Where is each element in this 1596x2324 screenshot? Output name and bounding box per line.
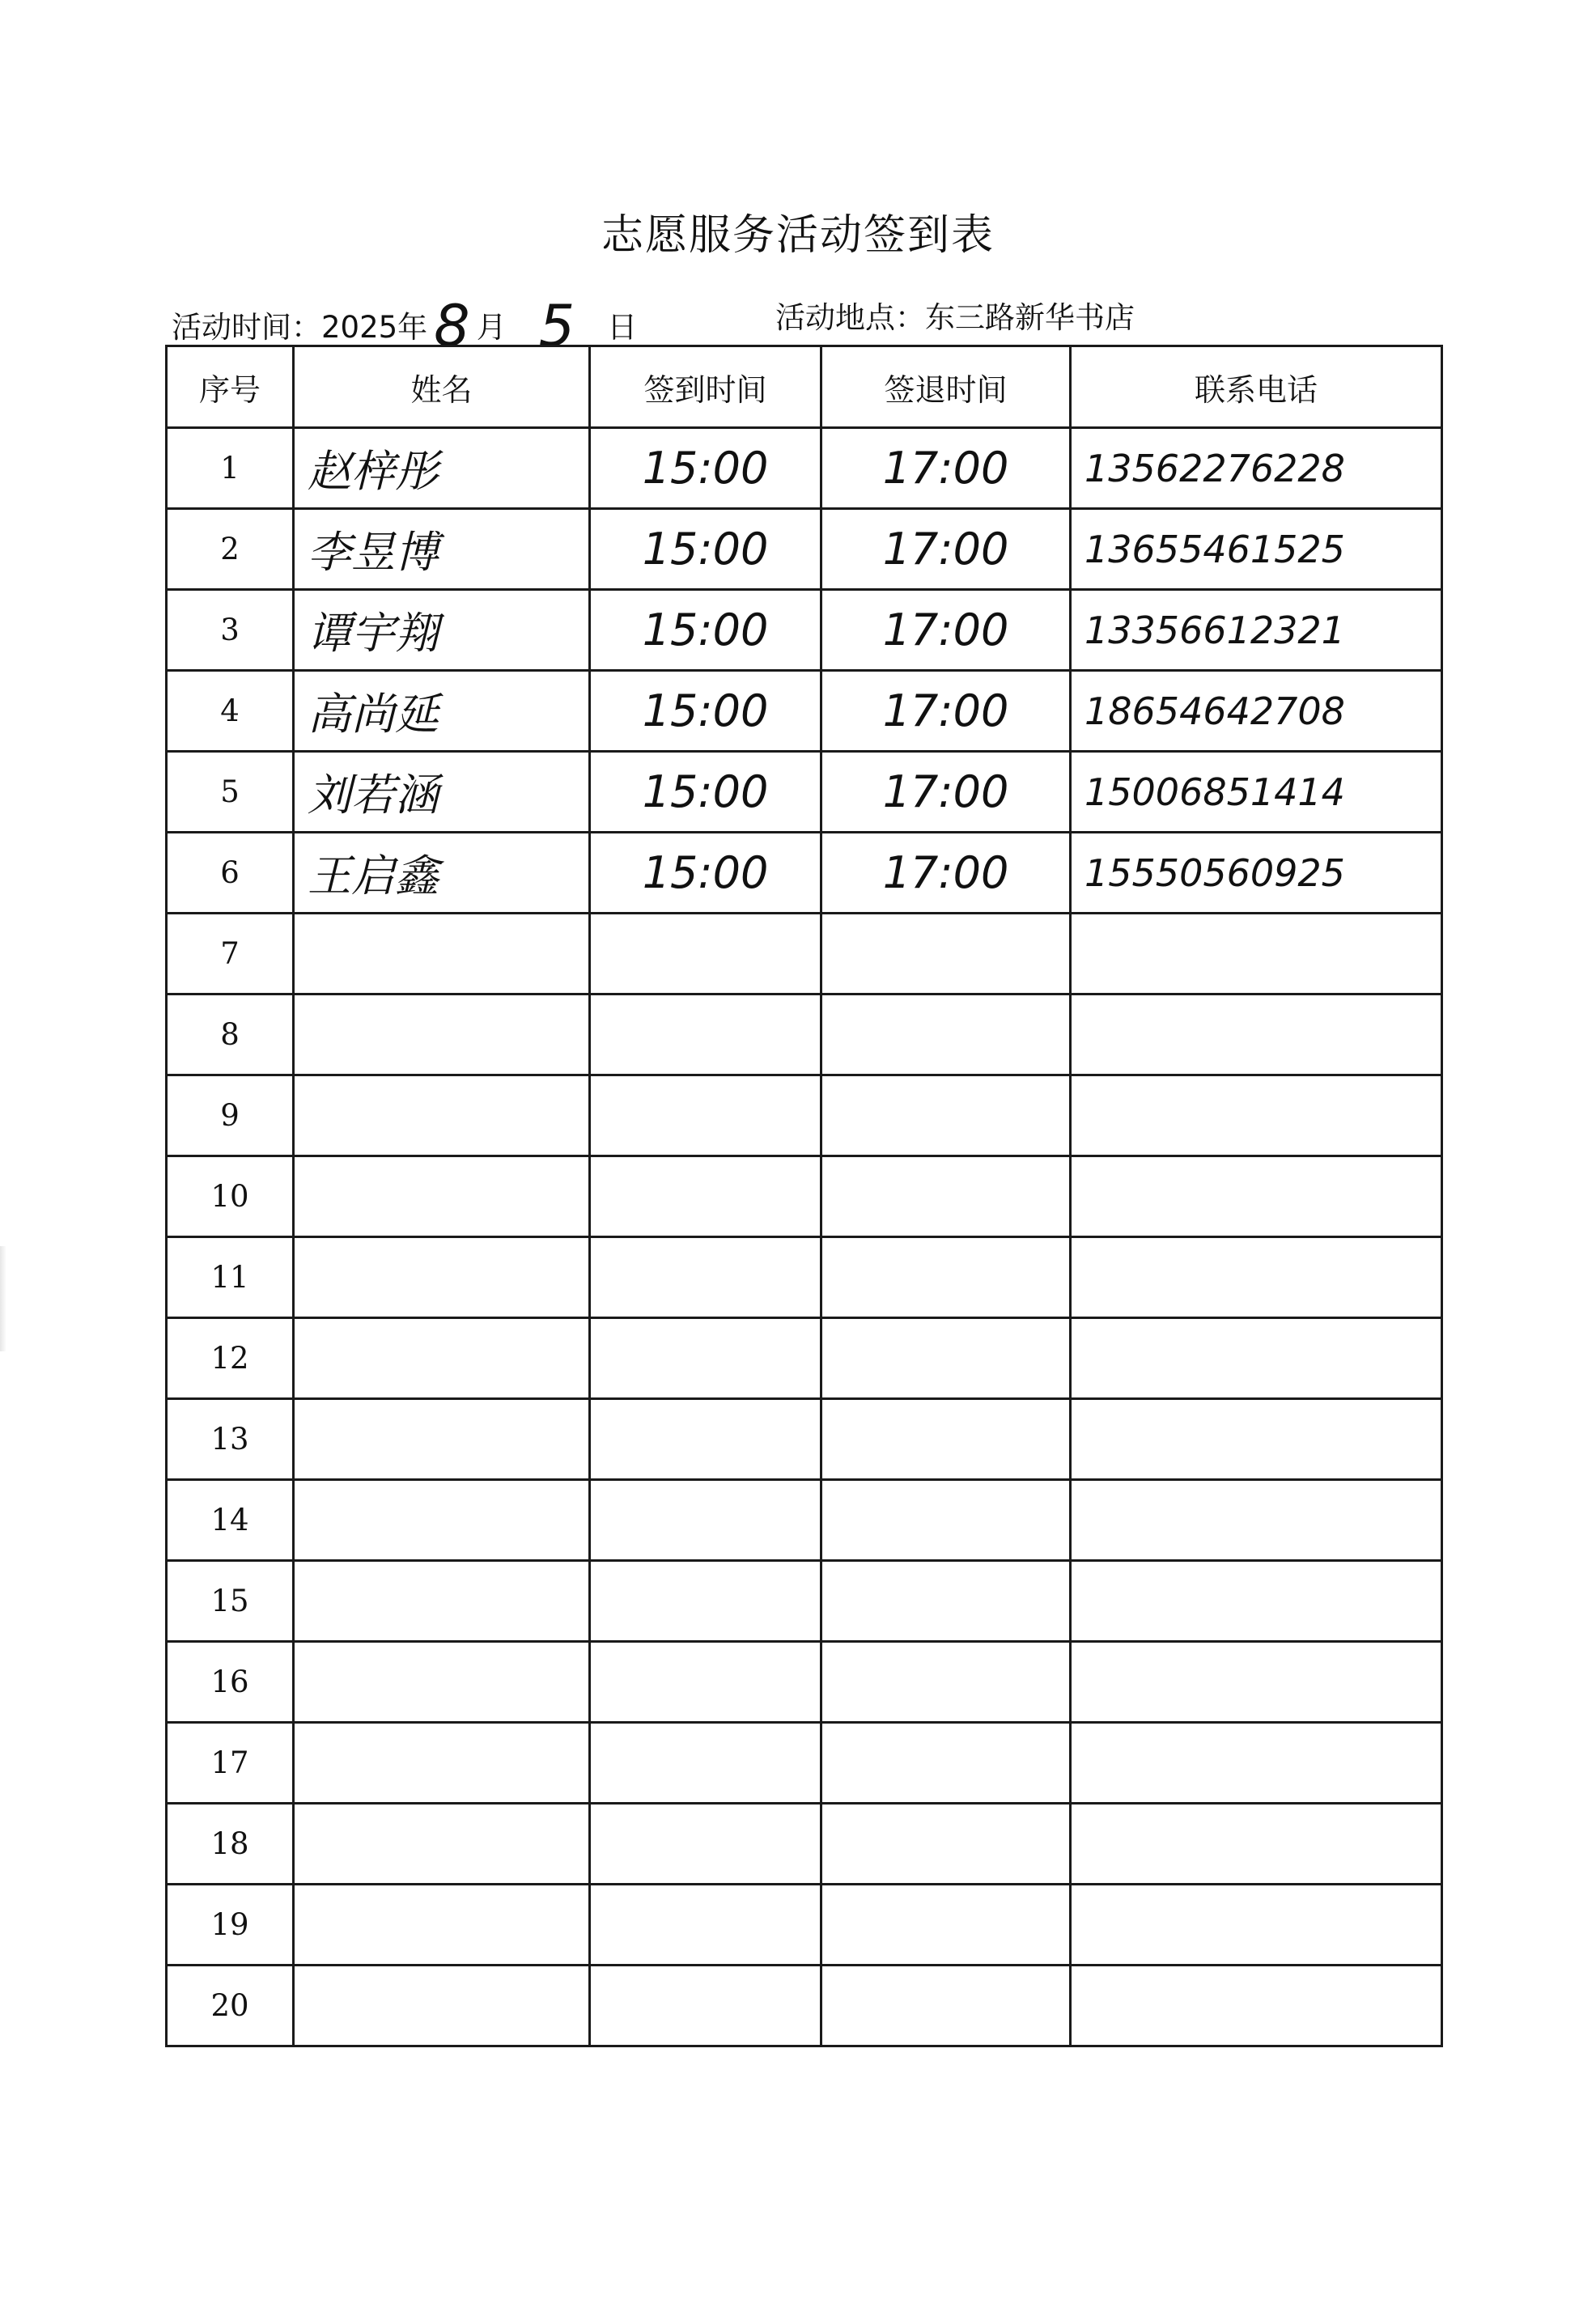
row-name (294, 1075, 590, 1156)
row-name (294, 1885, 590, 1966)
row-name (294, 1804, 590, 1885)
table-row (167, 1075, 1442, 1156)
row-checkin (590, 1075, 821, 1156)
table-row (167, 1480, 1442, 1561)
time-label: 活动时间： (172, 310, 321, 345)
row-name (294, 1966, 590, 2046)
row-name (294, 994, 590, 1075)
row-name: 王启鑫 (294, 833, 590, 914)
table-row (167, 671, 1442, 752)
row-phone (1071, 1399, 1442, 1480)
table-row (167, 833, 1442, 914)
row-checkout: 17:00 (821, 428, 1071, 509)
row-phone (1071, 1723, 1442, 1804)
row-checkout (821, 1561, 1071, 1642)
row-seq: 1 (167, 428, 294, 509)
row-name: 李昱博 (294, 509, 590, 590)
scan-edge-shadow (0, 1246, 6, 1351)
row-checkin: 15:00 (590, 428, 821, 509)
table-row (167, 1399, 1442, 1480)
row-checkin: 15:00 (590, 671, 821, 752)
row-checkout (821, 1399, 1071, 1480)
row-seq: 12 (167, 1318, 294, 1399)
row-checkout: 17:00 (821, 590, 1071, 671)
month-unit: 月 (476, 310, 507, 345)
row-seq: 13 (167, 1399, 294, 1480)
sign-in-table (165, 345, 1443, 2047)
table-row (167, 1966, 1442, 2046)
row-checkin: 15:00 (590, 833, 821, 914)
row-name (294, 1642, 590, 1723)
row-seq: 11 (167, 1237, 294, 1318)
row-checkout: 17:00 (821, 752, 1071, 833)
table-row (167, 1561, 1442, 1642)
row-checkin (590, 914, 821, 994)
row-seq: 6 (167, 833, 294, 914)
row-seq: 19 (167, 1885, 294, 1966)
row-checkout: 17:00 (821, 833, 1071, 914)
table-row (167, 1885, 1442, 1966)
row-seq: 20 (167, 1966, 294, 2046)
row-checkout (821, 1723, 1071, 1804)
row-checkout (821, 1480, 1071, 1561)
row-name: 赵梓彤 (294, 428, 590, 509)
row-phone (1071, 1804, 1442, 1885)
row-name (294, 1156, 590, 1237)
header-name: 姓名 (294, 346, 590, 428)
row-seq: 18 (167, 1804, 294, 1885)
table-row (167, 1723, 1442, 1804)
row-name (294, 1318, 590, 1399)
header-checkout: 签退时间 (821, 346, 1071, 428)
table-row (167, 509, 1442, 590)
row-checkin (590, 1642, 821, 1723)
row-checkin (590, 1561, 821, 1642)
row-checkin (590, 1480, 821, 1561)
row-phone: 13356612321 (1071, 590, 1442, 671)
header-seq: 序号 (167, 346, 294, 428)
table-header-row (167, 346, 1442, 428)
location-label: 活动地点： (775, 300, 925, 335)
row-phone (1071, 1156, 1442, 1237)
row-phone (1071, 1237, 1442, 1318)
row-seq: 8 (167, 994, 294, 1075)
table-row (167, 994, 1442, 1075)
row-checkout (821, 1966, 1071, 2046)
row-phone (1071, 1318, 1442, 1399)
row-name: 高尚延 (294, 671, 590, 752)
row-phone (1071, 994, 1442, 1075)
row-seq: 5 (167, 752, 294, 833)
year-value: 2025年 (321, 310, 428, 345)
row-checkout (821, 1237, 1071, 1318)
row-checkin: 15:00 (590, 752, 821, 833)
table-row (167, 1156, 1442, 1237)
row-phone: 13655461525 (1071, 509, 1442, 590)
page-title: 志愿服务活动签到表 (601, 211, 995, 260)
row-seq: 7 (167, 914, 294, 994)
table-row (167, 590, 1442, 671)
row-checkout (821, 1075, 1071, 1156)
table-row (167, 1237, 1442, 1318)
header-phone: 联系电话 (1071, 346, 1442, 428)
table-row (167, 1318, 1442, 1399)
row-seq: 15 (167, 1561, 294, 1642)
row-checkout: 17:00 (821, 509, 1071, 590)
table-row (167, 752, 1442, 833)
table-row (167, 428, 1442, 509)
row-checkin (590, 1966, 821, 2046)
row-name (294, 1399, 590, 1480)
day-unit: 日 (607, 310, 638, 345)
row-name (294, 1561, 590, 1642)
row-checkout (821, 1885, 1071, 1966)
row-name: 刘若涵 (294, 752, 590, 833)
row-seq: 14 (167, 1480, 294, 1561)
row-seq: 2 (167, 509, 294, 590)
row-checkin (590, 1399, 821, 1480)
row-phone: 15550560925 (1071, 833, 1442, 914)
row-phone (1071, 1642, 1442, 1723)
row-seq: 4 (167, 671, 294, 752)
row-seq: 17 (167, 1723, 294, 1804)
header-checkin: 签到时间 (590, 346, 821, 428)
row-name: 谭宇翔 (294, 590, 590, 671)
row-checkin (590, 1156, 821, 1237)
table-row (167, 1642, 1442, 1723)
row-checkin (590, 1885, 821, 1966)
table-row (167, 1804, 1442, 1885)
row-seq: 16 (167, 1642, 294, 1723)
row-phone (1071, 914, 1442, 994)
row-checkin (590, 1723, 821, 1804)
row-checkin (590, 1804, 821, 1885)
row-phone: 13562276228 (1071, 428, 1442, 509)
row-phone: 18654642708 (1071, 671, 1442, 752)
row-name (294, 1237, 590, 1318)
activity-location (775, 293, 1135, 337)
row-checkin: 15:00 (590, 590, 821, 671)
row-seq: 3 (167, 590, 294, 671)
row-checkout: 17:00 (821, 671, 1071, 752)
table-body (167, 428, 1442, 2046)
row-checkin (590, 994, 821, 1075)
row-checkin (590, 1318, 821, 1399)
row-checkout (821, 994, 1071, 1075)
row-name (294, 1480, 590, 1561)
location-value: 东三路新华书店 (925, 300, 1135, 335)
row-name (294, 914, 590, 994)
row-checkin (590, 1237, 821, 1318)
row-phone (1071, 1885, 1442, 1966)
row-checkout (821, 1156, 1071, 1237)
row-phone (1071, 1075, 1442, 1156)
row-checkout (821, 1318, 1071, 1399)
table-row (167, 914, 1442, 994)
row-phone: 15006851414 (1071, 752, 1442, 833)
row-checkout (821, 914, 1071, 994)
row-phone (1071, 1561, 1442, 1642)
row-name (294, 1723, 590, 1804)
row-phone (1071, 1480, 1442, 1561)
row-seq: 10 (167, 1156, 294, 1237)
row-checkout (821, 1642, 1071, 1723)
day-handwritten: 5 (538, 293, 575, 359)
row-checkin: 15:00 (590, 509, 821, 590)
row-checkout (821, 1804, 1071, 1885)
row-phone (1071, 1966, 1442, 2046)
month-handwritten: 8 (434, 293, 470, 359)
row-seq: 9 (167, 1075, 294, 1156)
